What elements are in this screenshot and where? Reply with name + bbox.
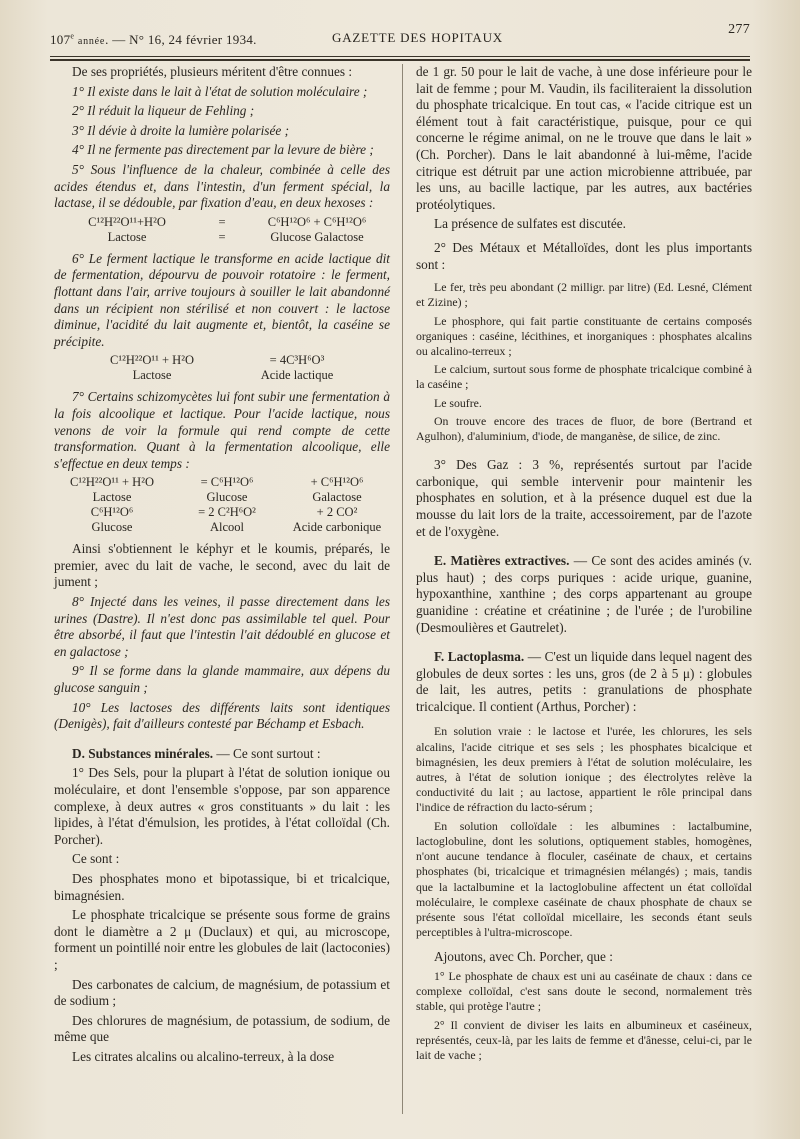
paragraph: Le soufre. [434, 395, 482, 410]
property-item: 3° Il dévie à droite la lumière polarisée ; [72, 122, 290, 138]
paragraph: Les citrates alcalins ou alcalino-terreux, à la dose [72, 1048, 335, 1064]
section-d-title: D. Substances minérales. [72, 745, 214, 761]
header-rule [50, 56, 750, 57]
page-number: 277 [728, 22, 750, 37]
lactic-formula [54, 353, 390, 383]
formula-label: Lactose [107, 229, 147, 244]
formula-label: Glucose [91, 520, 133, 535]
hydrolysis-formula [54, 215, 390, 245]
header-rule-thick [50, 59, 750, 61]
formula-term: C¹²H²²O¹¹ + H²O [110, 353, 194, 368]
paragraph: Des carbonates de calcium, de magnésium, de potassium et de sodium ; [54, 976, 390, 1009]
formula-label: Glucose Galactose [270, 229, 364, 244]
alcoholic-formula [54, 475, 390, 535]
formula-term: C⁶H¹²O⁶ [90, 505, 134, 520]
section-d [54, 746, 390, 763]
paragraph: Des chlorures de magnésium, de potassium, de sodium, de même que [54, 1012, 390, 1045]
paragraph: Ce sont : [72, 851, 120, 867]
formula-term: = 2 C²H⁶O² [198, 505, 256, 520]
formula-equals: = [218, 229, 226, 244]
paragraph: Des phosphates mono et bipotassique, bi et tricalcique, bimagnésien. [54, 870, 390, 903]
formula-term: + 2 CO² [316, 505, 358, 520]
paragraph: 3° Des Gaz : 3 %, représentés surtout par l'acide carbonique, qui semble intervenir pour maintenir les phosphates en solution, et à la présence duquel est due la mousse du lait lors de la traite, accessoirement, par de l'azote et de l'oxygène. [416, 457, 752, 539]
paragraph: Le calcium, surtout sous forme de phosphate tricalcique combiné à la caséine ; [416, 362, 752, 392]
paragraph: de 1 gr. 50 pour le lait de vache, à une dose inférieure pour le lait de femme ; pour M. Vaudin, ils faciliteraient la dissolution du phosphate tricalcique. En tout cas, « l'acide citrique est un élément tout à fait caractéristique, puisque, pour ce qui concerne le régime animal, on ne le trouve que dans le lait » (Ch. Porcher). Dans le lait abandonné à lui-même, l'acide citrique est détruit par une action microbienne attribuée, par les uns, au bacille lactique, par les autres, aux bactéries protéolytiques. [416, 64, 752, 212]
formula-equals: = [218, 214, 226, 229]
formula-term: C⁶H¹²O⁶ + C⁶H¹²O⁶ [267, 214, 367, 229]
paragraph: 1° Le phosphate de chaux est uni au caséinate de chaux : dans ce complexe colloïdal, c'est sans doute le second, normalement très stable, qui protège l'autre ; [416, 968, 752, 1014]
paragraph: En solution vraie : le lactose et l'urée, les chlorures, les sels alcalins, l'acide citrique et ses sels ; les phosphates bicalcique et bimagnésien, les deux premiers à l'état de solution moléculaire, les autres, à l'état de solution ionique ; des électrolytes relève la conductivité du lait ; au lactose, appartient le rôle principal dans l'indice de réfraction du lacto-sérum ; [416, 724, 752, 815]
left-column [54, 64, 390, 1069]
property-item: 10° Les lactoses des différents laits sont identiques (Denigès), fait d'ailleurs contesté par Béchamp et Esbach. [54, 699, 390, 732]
property-item: 8° Injecté dans les veines, il passe directement dans les urines (Dastre). Il n'est donc pas assimilable tel quel. Pour être absorbé, il faut que l'intestin l'ait dédoublé en glucose et en galactose ; [54, 594, 390, 659]
property-item: 4° Il ne fermente pas directement par la levure de bière ; [72, 142, 374, 158]
journal-title: GAZETTE DES HOPITAUX [332, 30, 503, 45]
section-d-intro: — Ce sont surtout : [213, 745, 321, 761]
paragraph: 2° Il convient de diviser les laits en albumineux et caséineux, représentés, ceux-là, par les laits de femme et d'ânesse, celui-ci, par le lait de vache ; [416, 1017, 752, 1062]
section-e-title: E. Matières extractives. [434, 553, 570, 569]
section-f [416, 649, 752, 715]
paragraph: La présence de sulfates est discutée. [434, 216, 626, 232]
formula-term: = C⁶H¹²O⁶ [200, 475, 254, 490]
formula-label: Acide lactique [260, 368, 334, 383]
formula-label: Galactose [312, 490, 362, 505]
property-item: 1° Il existe dans le lait à l'état de solution moléculaire ; [72, 83, 368, 99]
property-item: 6° Le ferment lactique le transforme en acide lactique dit de fermentation, dépourvu de pouvoir rotatoire : le ferment, flottant dans l'air, arrive toujours à souiller le lait abandonné dans un récipient non stérilisé et non couvert : le lactose diminue, l'acidité du lait augmente et, bientôt, la caséine se précipite. [54, 250, 390, 349]
section-e [416, 553, 752, 636]
property-item: 7° Certains schizomycètes lui font subir une fermentation à la fois alcoolique et lactique. Pour l'acide lactique, nous venons de voir la formule qui rend compte de cette transformation. Quant à la fermentation alcoolique, elle s'effectue en deux temps : [54, 389, 390, 471]
paragraph: Ajoutons, avec Ch. Porcher, que : [434, 949, 613, 965]
paragraph: En solution colloïdale : les albumines : lactalbumine, lactoglobuline, dont les solutions, optiquement stables, homogènes, n'ont aucune tendance à floculer, caséinate de chaux, et certains phosphates (bi, tricalcique et trimagnésien mélangés) ; mais, tandis que la lactalbumine et la lactoglobuline affectent un état colloïdal moléculaire, le complexe caséinate de chaux phosphate de chaux se présente sous l'état colloïdal micellaire, les seconds étant seuls perceptibles à l'ultra-microscope. [416, 818, 752, 940]
formula-label: Alcool [209, 520, 245, 535]
paragraph: Ainsi s'obtiennent le képhyr et le koumis, préparés, le premier, avec du lait de vache, le second, avec du lait de jument ; [54, 541, 390, 590]
property-item: 2° Il réduit la liqueur de Fehling ; [72, 103, 255, 119]
property-item: 9° Il se forme dans la glande mammaire, aux dépens du glucose sanguin ; [54, 663, 390, 696]
section-f-body: — C'est un liquide dans lequel nagent des globules de deux sortes : les uns, gros (de 2 à 5 μ) : globules de lait, les autres, petits : granulations de phosphate tricalcique. Il contient (Arthus, Porcher) : [416, 649, 752, 714]
formula-term: C¹²H²²O¹¹ + H²O [70, 475, 154, 490]
formula-label: Lactose [132, 368, 172, 383]
issue-date: . — N° 16, 24 février 1934. [105, 32, 257, 47]
section-f-title: F. Lactoplasma. [434, 649, 525, 665]
year-suffix: e [70, 31, 75, 41]
formula-label: Acide carbonique [292, 520, 382, 535]
formula-term: = 4C³H⁶O³ [269, 353, 325, 368]
paragraph: 2° Des Métaux et Métalloïdes, dont les plus importants sont : [416, 239, 752, 272]
formula-term: + C⁶H¹²O⁶ [310, 475, 364, 490]
column-divider [402, 64, 403, 1114]
section-e-body: — Ce sont des acides aminés (v. plus haut) ; des corps puriques : acide urique, guanine, hypoxanthine, xanthine ; des corps appartenant au groupe guanidine : créatine et créatinine ; de l'urée ; de l'urobiline (Desmoulières et Gautrelet). [416, 553, 752, 635]
formula-label: Lactose [92, 490, 132, 505]
right-column [416, 64, 752, 1066]
year-number: 107 [50, 32, 71, 47]
paragraph: Le phosphate tricalcique se présente sous forme de grains dont le diamètre a 2 μ (Duclaux) et qui, au microscope, forment un pointillé noir entre les globules de lait (lactoconies) ; [54, 907, 390, 972]
paragraph: 1° Des Sels, pour la plupart à l'état de solution ionique ou moléculaire, et dont l'ensemble s'oppose, par son apparence complexe, à deux autres « gros constituants » du lait : les lipides, à l'état d'émulsion, les protides, à l'état colloïdal (Ch. Porcher). [54, 765, 390, 847]
formula-term: C¹²H²²O¹¹+H²O [88, 214, 166, 229]
paragraph: Le phosphore, qui fait partie constituante de certains composés organiques : caséine, lécithines, et inorganiques : phosphates alcalins ou alcalino-terreux ; [416, 313, 752, 358]
paragraph: De ses propriétés, plusieurs méritent d'être connues : [72, 64, 353, 79]
issue-info [50, 32, 257, 48]
paragraph: On trouve encore des traces de fluor, de bore (Bertrand et Agulhon), d'aluminium, d'iode, de manganèse, de silice, de zinc. [416, 413, 752, 443]
running-header [50, 22, 750, 52]
property-item: 5° Sous l'influence de la chaleur, combinée à celle des acides étendus et, dans l'intestin, d'un ferment spécial, la lactase, il se dédouble, par fixation d'eau, en deux hexoses : [54, 161, 390, 211]
year-label: année [77, 36, 106, 47]
formula-label: Glucose [206, 490, 248, 505]
paragraph: Le fer, très peu abondant (2 milligr. par litre) (Ed. Lesné, Clément et Zizine) ; [416, 280, 752, 310]
